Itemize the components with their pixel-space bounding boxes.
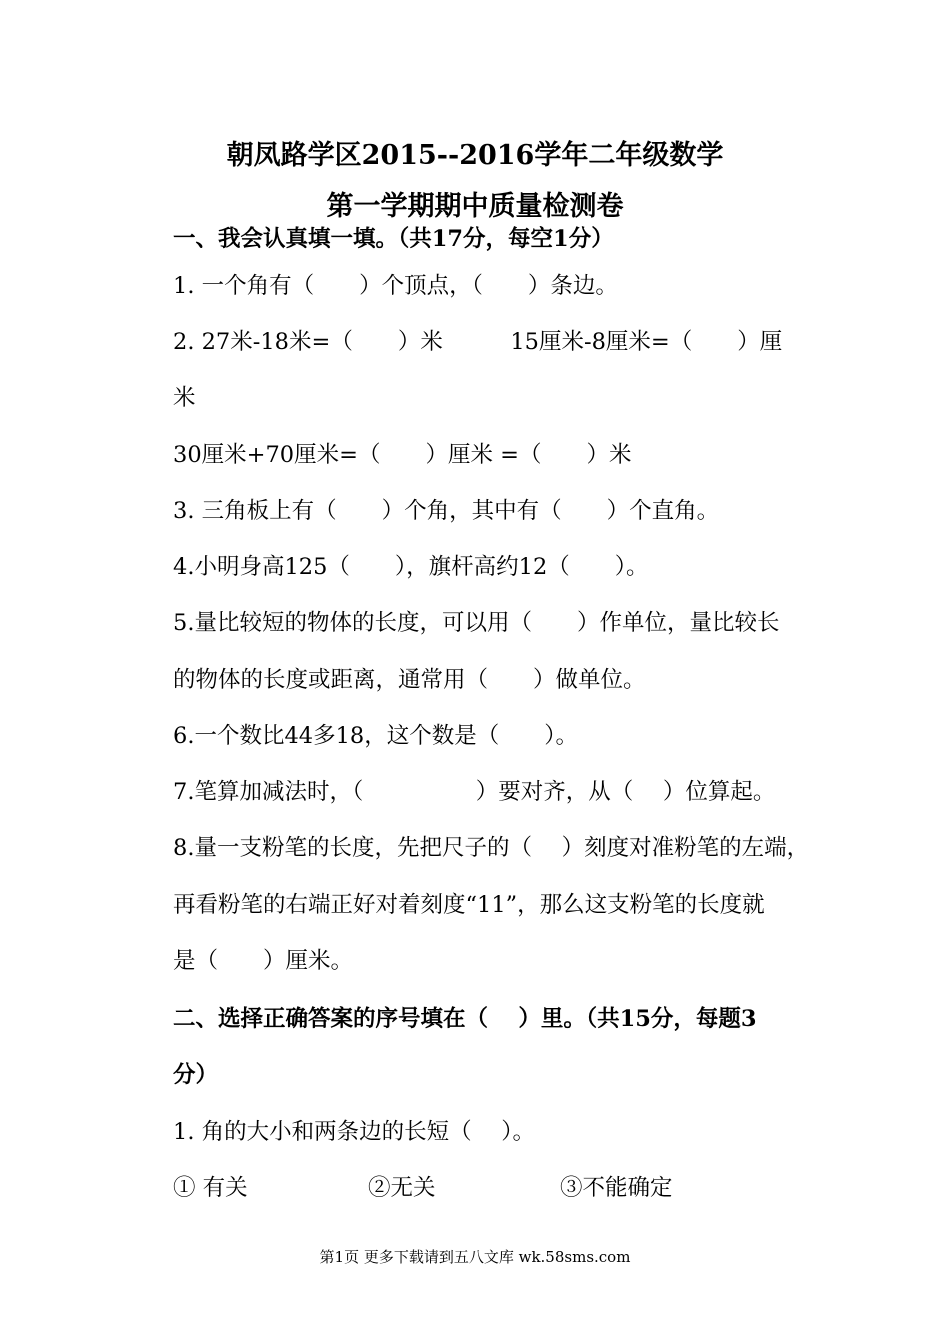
section-2-heading: 二、选择正确答案的序号填在（ ）里。（共15分，每题3	[173, 1006, 757, 1032]
question-line: 8.量一支粉笔的长度，先把尺子的（ ）刻度对准粉笔的左端，	[173, 835, 810, 861]
question-line: 5.量比较短的物体的长度，可以用（ ）作单位，量比较长	[173, 610, 780, 636]
question-line: 再看粉笔的右端正好对着刻度“11”，那么这支粉笔的长度就	[173, 892, 765, 918]
question-line: 3. 三角板上有（ ）个角，其中有（ ）个直角。	[173, 498, 720, 524]
title-line-2: 第一学期期中质量检测卷	[326, 191, 624, 222]
question-line: 2. 27米-18米=（ ）米 15厘米-8厘米=（ ）厘	[173, 329, 783, 355]
question-line: 6.一个数比44多18，这个数是（ ）。	[173, 723, 578, 749]
title-line-1: 朝凤路学区2015--2016学年二年级数学	[226, 140, 724, 171]
question-line: 的物体的长度或距离，通常用（ ）做单位。	[173, 667, 646, 693]
option-3: ③不能确定	[560, 1175, 673, 1201]
page-footer: 第1页 更多下载请到五八文库 wk.58sms.com	[319, 1248, 631, 1266]
question-line: 米	[173, 385, 196, 411]
question-line: 4.小明身高125（ ），旗杆高约12（ ）。	[173, 554, 649, 580]
question-line: 30厘米+70厘米=（ ）厘米 =（ ）米	[173, 442, 632, 468]
question-line: 是（ ）厘米。	[173, 948, 354, 974]
option-1: ① 有关	[173, 1175, 248, 1201]
section-2-heading-cont: 分）	[173, 1062, 219, 1088]
section-1-heading: 一、我会认真填一填。（共17分，每空1分）	[173, 226, 614, 252]
question-line: 1. 一个角有（ ）个顶点，（ ）条边。	[173, 273, 618, 299]
option-2: ②无关	[368, 1175, 436, 1201]
question-line: 1. 角的大小和两条边的长短（ ）。	[173, 1119, 536, 1145]
question-line: 7.笔算加减法时，（ ）要对齐，从（ ）位算起。	[173, 779, 776, 805]
